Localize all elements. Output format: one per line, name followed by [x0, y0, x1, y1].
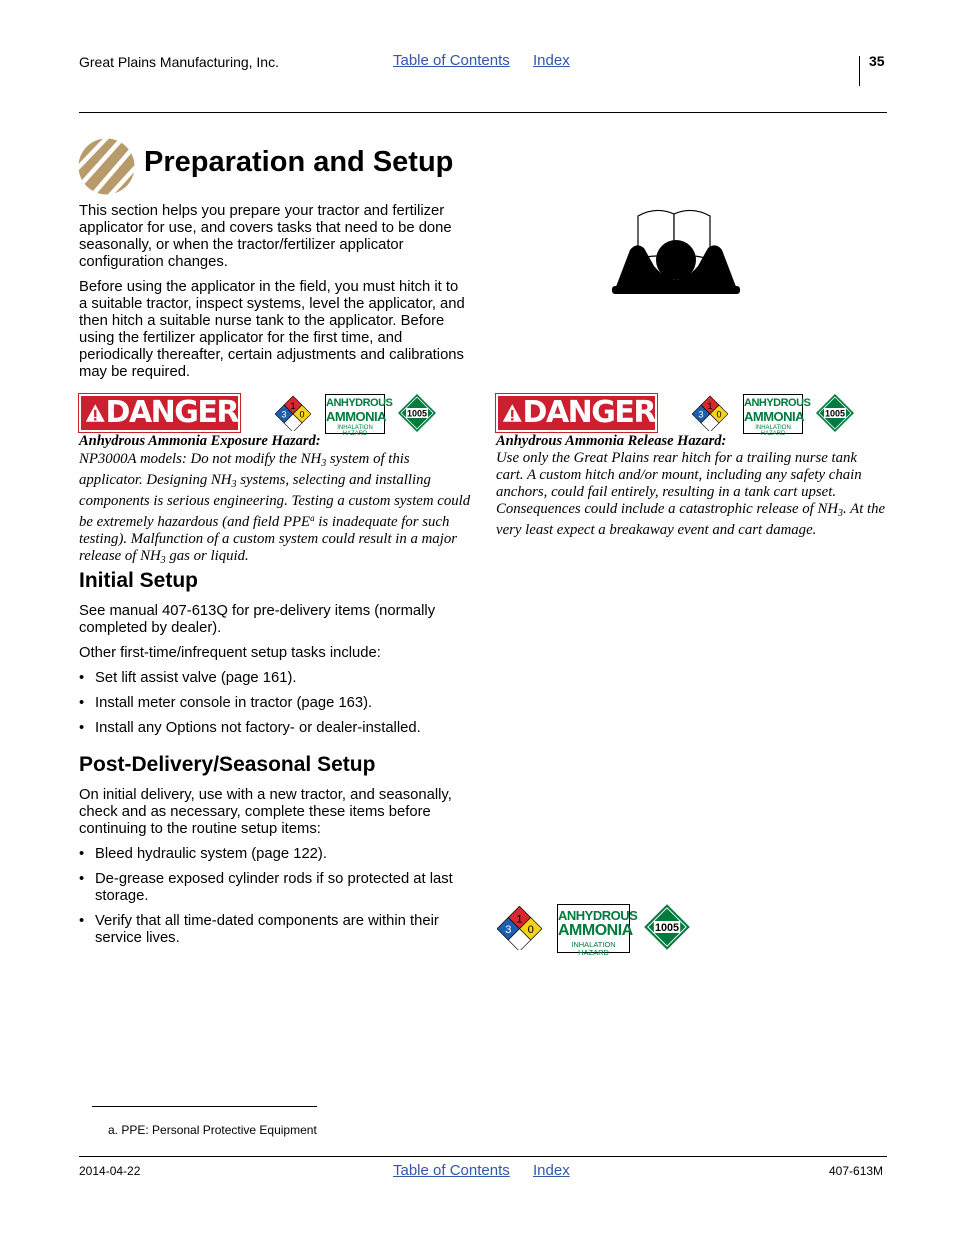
footnote-rule [92, 1106, 317, 1107]
post-delivery-paragraph: On initial delivery, use with a new tractor, and seasonally, check and as necessary, complete these items before continuing to the routine setup items: [79, 787, 452, 837]
nfpa-diamond-large-icon [497, 905, 542, 950]
un-number-right: 1005 [824, 408, 846, 419]
list-item: • Install any Options not factory- or dealer-installed. [79, 720, 471, 737]
nfpa-right-value: 0 [716, 409, 722, 420]
nfpa-left-value: 3 [505, 924, 512, 937]
danger-signal-right [496, 394, 657, 432]
footnote-text: a. PPE: Personal Protective Equipment [108, 1123, 317, 1137]
hazard-title-right: Anhydrous Ammonia Release Hazard: [496, 433, 727, 449]
un-placard-icon [815, 393, 855, 433]
page-number: 35 [869, 53, 885, 69]
ammonia-line-2: AMMONIA [744, 409, 805, 424]
intro-paragraph-2: Before using the applicator in the field, you must hitch it to a suitable tractor, inspect systems, level the applicator, and then hitch a suitable nurse tank to the applicator. Before using the fertilizer applicator for the first time, and periodically thereafter, certain adjustments and calibrations may be required. [79, 279, 465, 380]
ammonia-placard [743, 394, 811, 437]
header-rule [79, 112, 887, 113]
initial-setup-heading: Initial Setup [79, 569, 199, 592]
intro-text [79, 203, 469, 389]
warning-triangle-icon [502, 400, 523, 426]
un-number-large: 1005 [654, 922, 680, 935]
page-title: Preparation and Setup [144, 146, 454, 178]
subscript: 3 [838, 508, 844, 519]
un-number-left: 1005 [406, 408, 428, 419]
hazard-text-right [496, 450, 888, 539]
ammonia-placard [325, 394, 393, 437]
initial-setup-paragraph-2: Other first-time/infrequent setup tasks include: [79, 645, 381, 661]
nfpa-right-value: 0 [527, 924, 534, 937]
ammonia-line-1: ANHYDROUS [744, 397, 811, 409]
hazard-left-part-2: system of this applicator. Designing NH [79, 451, 410, 488]
nfpa-top-value: 1 [290, 401, 296, 411]
great-plains-logo-icon [78, 138, 135, 195]
hazard-left-part-5: gas or liquid. [165, 548, 249, 564]
ammonia-line-3: INHALATION HAZARD [755, 425, 791, 437]
danger-signal-left [79, 394, 240, 432]
subscript: 3 [231, 479, 237, 490]
ammonia-line-1: ANHYDROUS [326, 397, 393, 409]
footnote-marker: a [310, 513, 315, 523]
index-link-top[interactable]: Index [533, 52, 570, 69]
nfpa-right-value: 0 [299, 409, 305, 420]
initial-setup-section [79, 569, 471, 745]
post-delivery-section [79, 753, 471, 955]
ammonia-line-3: INHALATION HAZARD [571, 940, 616, 957]
hazard-right-part-1: Use only the Great Plains rear hitch for a trailing nurse tank cart. A custom hitch and/or mount, including any safety chain anchors, could fail entirely, resulting in a tank cart upset. Consequences could include a catastrophic release of NH [496, 450, 862, 517]
ammonia-line-2: AMMONIA [558, 922, 633, 939]
post-delivery-list [79, 846, 471, 947]
ammonia-line-3: INHALATION HAZARD [337, 425, 373, 437]
toc-link-top[interactable]: Table of Contents [393, 52, 510, 69]
subscript: 3 [160, 555, 166, 566]
initial-setup-list [79, 670, 471, 737]
hazard-left-part-1: NP3000A models: Do not modify the NH [79, 451, 322, 467]
un-placard-icon [397, 393, 437, 433]
initial-setup-paragraph-1: See manual 407-613Q for pre-delivery items (normally completed by dealer). [79, 603, 436, 636]
footer-date: 2014-04-22 [79, 1164, 141, 1178]
company-name: Great Plains Manufacturing, Inc. [79, 54, 279, 70]
list-item: • Install meter console in tractor (page 163). [79, 695, 471, 712]
hazard-title-left: Anhydrous Ammonia Exposure Hazard: [79, 433, 321, 449]
list-item: • Set lift assist valve (page 161). [79, 670, 471, 687]
danger-label-right: DANGER [522, 395, 655, 430]
ammonia-placard-large [557, 904, 638, 957]
subscript: 3 [321, 458, 327, 469]
list-item: • Verify that all time-dated components are within their service lives. [79, 913, 471, 947]
danger-label-left: DANGER [105, 395, 238, 430]
hazard-left-part-3: systems, selecting and installing components is serious engineering. Testing a custom system could be extremely hazardous (and field PPE [79, 472, 471, 530]
hazard-text-left [79, 451, 471, 569]
header-divider [859, 56, 860, 86]
index-link-bottom[interactable]: Index [533, 1162, 570, 1179]
nfpa-top-value: 1 [516, 913, 523, 926]
nfpa-top-value: 1 [707, 401, 713, 411]
toc-link-bottom[interactable]: Table of Contents [393, 1162, 510, 1179]
post-delivery-heading: Post-Delivery/Seasonal Setup [79, 753, 376, 776]
intro-paragraph-1: This section helps you prepare your tractor and fertilizer applicator for use, and covers tasks that need to be done seasonally, or when the tractor/fertilizer applicator configuration changes. [79, 203, 452, 270]
hazard-left-part-4: is inadequate for such testing). Malfunction of a custom system could result in a major release of NH [79, 514, 457, 564]
footer-rule [79, 1156, 887, 1157]
read-manual-icon [610, 206, 742, 298]
nfpa-left-value: 3 [698, 409, 704, 420]
list-item: • Bleed hydraulic system (page 122). [79, 846, 471, 863]
nfpa-diamond-icon [692, 395, 728, 431]
warning-triangle-icon [85, 400, 106, 426]
ammonia-line-1: ANHYDROUS [558, 908, 638, 923]
nfpa-diamond-icon [275, 395, 311, 431]
ammonia-line-2: AMMONIA [326, 409, 387, 424]
un-placard-large-icon [643, 903, 691, 951]
doc-number: 407-613M [829, 1164, 884, 1178]
hazard-right-part-2: . At the very least expect a breakaway event and cart damage. [496, 501, 886, 538]
nfpa-left-value: 3 [281, 409, 287, 420]
list-item: • De-grease exposed cylinder rods if so protected at last storage. [79, 871, 471, 905]
